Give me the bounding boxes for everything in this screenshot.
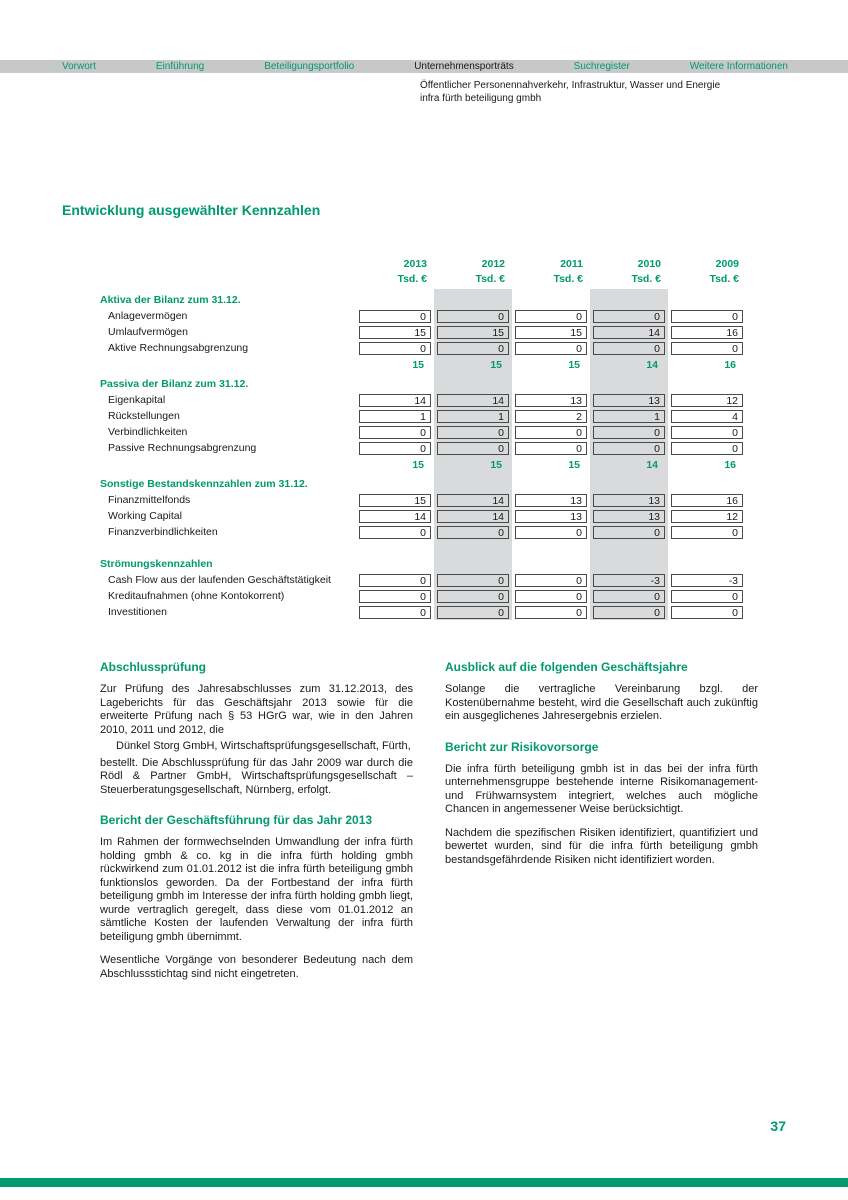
col-header-2010: 2010 bbox=[637, 257, 661, 270]
nav-item-weitere-informationen[interactable]: Weitere Informationen bbox=[689, 61, 788, 72]
cell: 0 bbox=[359, 342, 431, 355]
breadcrumb bbox=[420, 79, 720, 105]
breadcrumb-category: Öffentlicher Personennahverkehr, Infrastruktur, Wasser und Energie bbox=[420, 80, 721, 91]
kennzahlen-table bbox=[100, 256, 746, 620]
paragraph: Wesentliche Vorgänge von besonderer Bedeutung nach dem Abschlussstichtag sind nicht eingetreten. bbox=[100, 954, 413, 980]
cell: 4 bbox=[671, 410, 743, 423]
cell: 12 bbox=[671, 510, 743, 523]
unit-label: Tsd. € bbox=[397, 273, 427, 285]
row-label: Anlagevermögen bbox=[108, 310, 188, 322]
row-label: Finanzverbindlichkeiten bbox=[108, 526, 218, 538]
cell: 0 bbox=[515, 442, 587, 455]
cell: 0 bbox=[437, 590, 509, 603]
total-cell: 15 bbox=[412, 458, 424, 471]
cell: 1 bbox=[593, 410, 665, 423]
row-label: Investitionen bbox=[108, 606, 167, 618]
cell: 0 bbox=[593, 342, 665, 355]
cell: 0 bbox=[437, 526, 509, 539]
cell: 13 bbox=[593, 494, 665, 507]
cell: 0 bbox=[437, 310, 509, 323]
cell: 0 bbox=[359, 574, 431, 587]
cell: 0 bbox=[515, 590, 587, 603]
cell: 0 bbox=[515, 606, 587, 619]
section-heading: Bericht der Geschäftsführung für das Jahr 2013 bbox=[100, 813, 373, 827]
cell: 13 bbox=[515, 394, 587, 407]
paragraph: Zur Prüfung des Jahresabschlusses zum 31.12.2013, des Lageberichts für das Geschäftsjahr 2013 sowie für die erweiterte Prüfung nach § 53 HGrG war, wie in den Jahren 2010, 2011 und 2012, die bbox=[100, 683, 413, 736]
cell: 0 bbox=[671, 606, 743, 619]
table-row bbox=[100, 572, 746, 588]
cell: 15 bbox=[515, 326, 587, 339]
cell: 0 bbox=[593, 426, 665, 439]
table-header-units bbox=[100, 271, 746, 289]
row-label: Umlaufvermögen bbox=[108, 326, 188, 338]
table-group-row bbox=[100, 473, 746, 492]
cell: -3 bbox=[593, 574, 665, 587]
unit-label: Tsd. € bbox=[475, 273, 505, 285]
cell: 0 bbox=[671, 590, 743, 603]
nav-item-suchregister[interactable]: Suchregister bbox=[573, 61, 630, 72]
cell: 0 bbox=[671, 442, 743, 455]
cell: 0 bbox=[593, 606, 665, 619]
paragraph: Die infra fürth beteiligung gmbh ist in das bei der infra fürth unternehmensgruppe bestehende interne Risikomanagement- und Frühwarnsystem integriert, welches auch mögliche Chancen in angemessener Weise berücksichtigt. bbox=[445, 762, 758, 815]
total-cell: 14 bbox=[646, 458, 658, 471]
table-group-row bbox=[100, 373, 746, 392]
row-label: Finanzmittelfonds bbox=[108, 494, 191, 506]
cell: 0 bbox=[437, 442, 509, 455]
table-row bbox=[100, 308, 746, 324]
total-cell: 14 bbox=[646, 358, 658, 371]
table-row bbox=[100, 524, 746, 540]
cell: 1 bbox=[359, 410, 431, 423]
table-total-row bbox=[100, 456, 746, 473]
row-label: Eigenkapital bbox=[108, 394, 166, 406]
section-abschlusspruefung bbox=[100, 660, 413, 797]
cell: 0 bbox=[437, 342, 509, 355]
table-row bbox=[100, 340, 746, 356]
cell: 0 bbox=[515, 310, 587, 323]
cell: 0 bbox=[671, 342, 743, 355]
cell: 13 bbox=[515, 494, 587, 507]
section-heading: Ausblick auf die folgenden Geschäftsjahre bbox=[445, 660, 688, 674]
cell: 13 bbox=[593, 394, 665, 407]
table-header-years bbox=[100, 256, 746, 271]
total-cell: 16 bbox=[724, 458, 736, 471]
cell: 15 bbox=[359, 494, 431, 507]
right-column bbox=[445, 660, 758, 997]
top-nav-bar bbox=[0, 60, 848, 73]
footer-bar bbox=[0, 1178, 848, 1187]
cell: 0 bbox=[671, 526, 743, 539]
group-label: Passiva der Bilanz zum 31.12. bbox=[100, 378, 249, 390]
cell: -3 bbox=[671, 574, 743, 587]
cell: 0 bbox=[359, 606, 431, 619]
cell: 1 bbox=[437, 410, 509, 423]
table-row bbox=[100, 492, 746, 508]
cell: 0 bbox=[671, 310, 743, 323]
paragraph: Dünkel Storg GmbH, Wirtschaftsprüfungsgesellschaft, Fürth, bbox=[116, 740, 411, 752]
cell: 0 bbox=[437, 574, 509, 587]
table-row bbox=[100, 424, 746, 440]
row-label: Aktive Rechnungsabgrenzung bbox=[108, 342, 249, 354]
paragraph: bestellt. Die Abschlussprüfung für das Jahr 2009 war durch die Rödl & Partner GmbH, Wirtschaftsprüfungsgesellschaft – Steuerberatungsgesellschaft, Nürnberg, erfolgt. bbox=[100, 756, 413, 796]
cell: 0 bbox=[359, 310, 431, 323]
cell: 0 bbox=[593, 442, 665, 455]
cell: 0 bbox=[593, 590, 665, 603]
table-row bbox=[100, 604, 746, 620]
cell: 15 bbox=[437, 326, 509, 339]
paragraph: Solange die vertragliche Vereinbarung bzgl. der Kostenübernahme besteht, wird die Gesellschaft auch zukünftig ein ausgeglichenes Jahresergebnis erzielen. bbox=[445, 683, 758, 722]
nav-item-unternehmensportraets[interactable]: Unternehmensporträts bbox=[414, 61, 514, 72]
table-row bbox=[100, 508, 746, 524]
page-number: 37 bbox=[770, 1118, 786, 1134]
breadcrumb-company: infra fürth beteiligung gmbh bbox=[420, 93, 542, 104]
cell: 0 bbox=[437, 606, 509, 619]
cell: 16 bbox=[671, 494, 743, 507]
section-risikovorsorge bbox=[445, 740, 758, 868]
table-group-row bbox=[100, 289, 746, 308]
table-row bbox=[100, 392, 746, 408]
table-spacer-row bbox=[100, 540, 746, 553]
table-row bbox=[100, 324, 746, 340]
cell: 0 bbox=[671, 426, 743, 439]
nav-item-vorwort[interactable]: Vorwort bbox=[62, 61, 96, 72]
cell: 0 bbox=[359, 526, 431, 539]
col-header-2013: 2013 bbox=[403, 257, 427, 270]
cell: 0 bbox=[359, 426, 431, 439]
cell: 16 bbox=[671, 326, 743, 339]
row-label: Working Capital bbox=[108, 510, 182, 522]
cell: 0 bbox=[515, 342, 587, 355]
total-cell: 15 bbox=[490, 458, 502, 471]
row-label: Verbindlichkeiten bbox=[108, 426, 188, 438]
paragraph: Im Rahmen der formwechselnden Umwandlung der infra fürth holding gmbh & co. kg in die infra fürth holding gmbh rückwirkend zum 01.01.2012 ist die infra fürth beteiligung gmbh funktionslos geworden. Da der Fortbestand der infra fürth beteiligung gmbh im Interesse der infra fürth holding gmbh liegt, wurde vertraglich geregelt, dass diese vom 01.01.2012 an sämtliche Kosten der laufenden Verwaltung der infra fürth beteiligung gmbh übernimmt. bbox=[100, 836, 413, 943]
body-text bbox=[100, 660, 758, 997]
col-header-2009: 2009 bbox=[715, 257, 739, 270]
table-row bbox=[100, 440, 746, 456]
row-label: Passive Rechnungsabgrenzung bbox=[108, 442, 257, 454]
unit-label: Tsd. € bbox=[553, 273, 583, 285]
cell: 14 bbox=[359, 394, 431, 407]
total-cell: 16 bbox=[724, 358, 736, 371]
section-heading: Bericht zur Risikovorsorge bbox=[445, 739, 599, 754]
table-row bbox=[100, 408, 746, 424]
row-label: Kreditaufnahmen (ohne Kontokorrent) bbox=[108, 590, 285, 602]
table-total-row bbox=[100, 356, 746, 373]
unit-label: Tsd. € bbox=[709, 273, 739, 285]
col-header-2011: 2011 bbox=[560, 257, 583, 270]
cell: 0 bbox=[359, 590, 431, 603]
paragraph: Nachdem die spezifischen Risiken identifiziert, quantifiziert und bewertet wurden, sind für die infra fürth beteiligung gmbh bestandsgefährdende Risiken nicht identifiziert worden. bbox=[445, 826, 758, 866]
section-bericht-geschaeftsfuehrung bbox=[100, 813, 413, 981]
group-label: Aktiva der Bilanz zum 31.12. bbox=[100, 294, 241, 306]
cell: 2 bbox=[515, 410, 587, 423]
kennzahlen-table-wrap bbox=[100, 256, 746, 620]
left-column bbox=[100, 660, 413, 997]
nav-item-beteiligungsportfolio[interactable]: Beteiligungsportfolio bbox=[264, 61, 355, 72]
total-cell: 15 bbox=[568, 358, 580, 371]
section-heading: Abschlussprüfung bbox=[100, 660, 207, 674]
row-label: Cash Flow aus der laufenden Geschäftstätigkeit bbox=[108, 574, 331, 586]
cell: 15 bbox=[359, 326, 431, 339]
unit-label: Tsd. € bbox=[631, 273, 661, 285]
row-label: Rückstellungen bbox=[108, 410, 180, 422]
cell: 0 bbox=[437, 426, 509, 439]
group-label: Sonstige Bestandskennzahlen zum 31.12. bbox=[100, 478, 308, 490]
cell: 0 bbox=[593, 526, 665, 539]
cell: 0 bbox=[515, 526, 587, 539]
cell: 13 bbox=[593, 510, 665, 523]
cell: 14 bbox=[593, 326, 665, 339]
table-row bbox=[100, 588, 746, 604]
cell: 0 bbox=[593, 310, 665, 323]
page-title: Entwicklung ausgewählter Kennzahlen bbox=[62, 202, 321, 218]
cell: 14 bbox=[437, 394, 509, 407]
cell: 12 bbox=[671, 394, 743, 407]
cell: 0 bbox=[359, 442, 431, 455]
cell: 0 bbox=[515, 574, 587, 587]
cell: 14 bbox=[437, 494, 509, 507]
cell: 13 bbox=[515, 510, 587, 523]
col-header-2012: 2012 bbox=[481, 257, 505, 270]
total-cell: 15 bbox=[568, 458, 580, 471]
total-cell: 15 bbox=[490, 358, 502, 371]
group-label: Strömungskennzahlen bbox=[100, 558, 213, 570]
section-ausblick bbox=[445, 660, 758, 724]
nav-item-einfuehrung[interactable]: Einführung bbox=[155, 61, 205, 72]
table-group-row bbox=[100, 553, 746, 572]
total-cell: 15 bbox=[412, 358, 424, 371]
cell: 0 bbox=[515, 426, 587, 439]
cell: 14 bbox=[359, 510, 431, 523]
cell: 14 bbox=[437, 510, 509, 523]
